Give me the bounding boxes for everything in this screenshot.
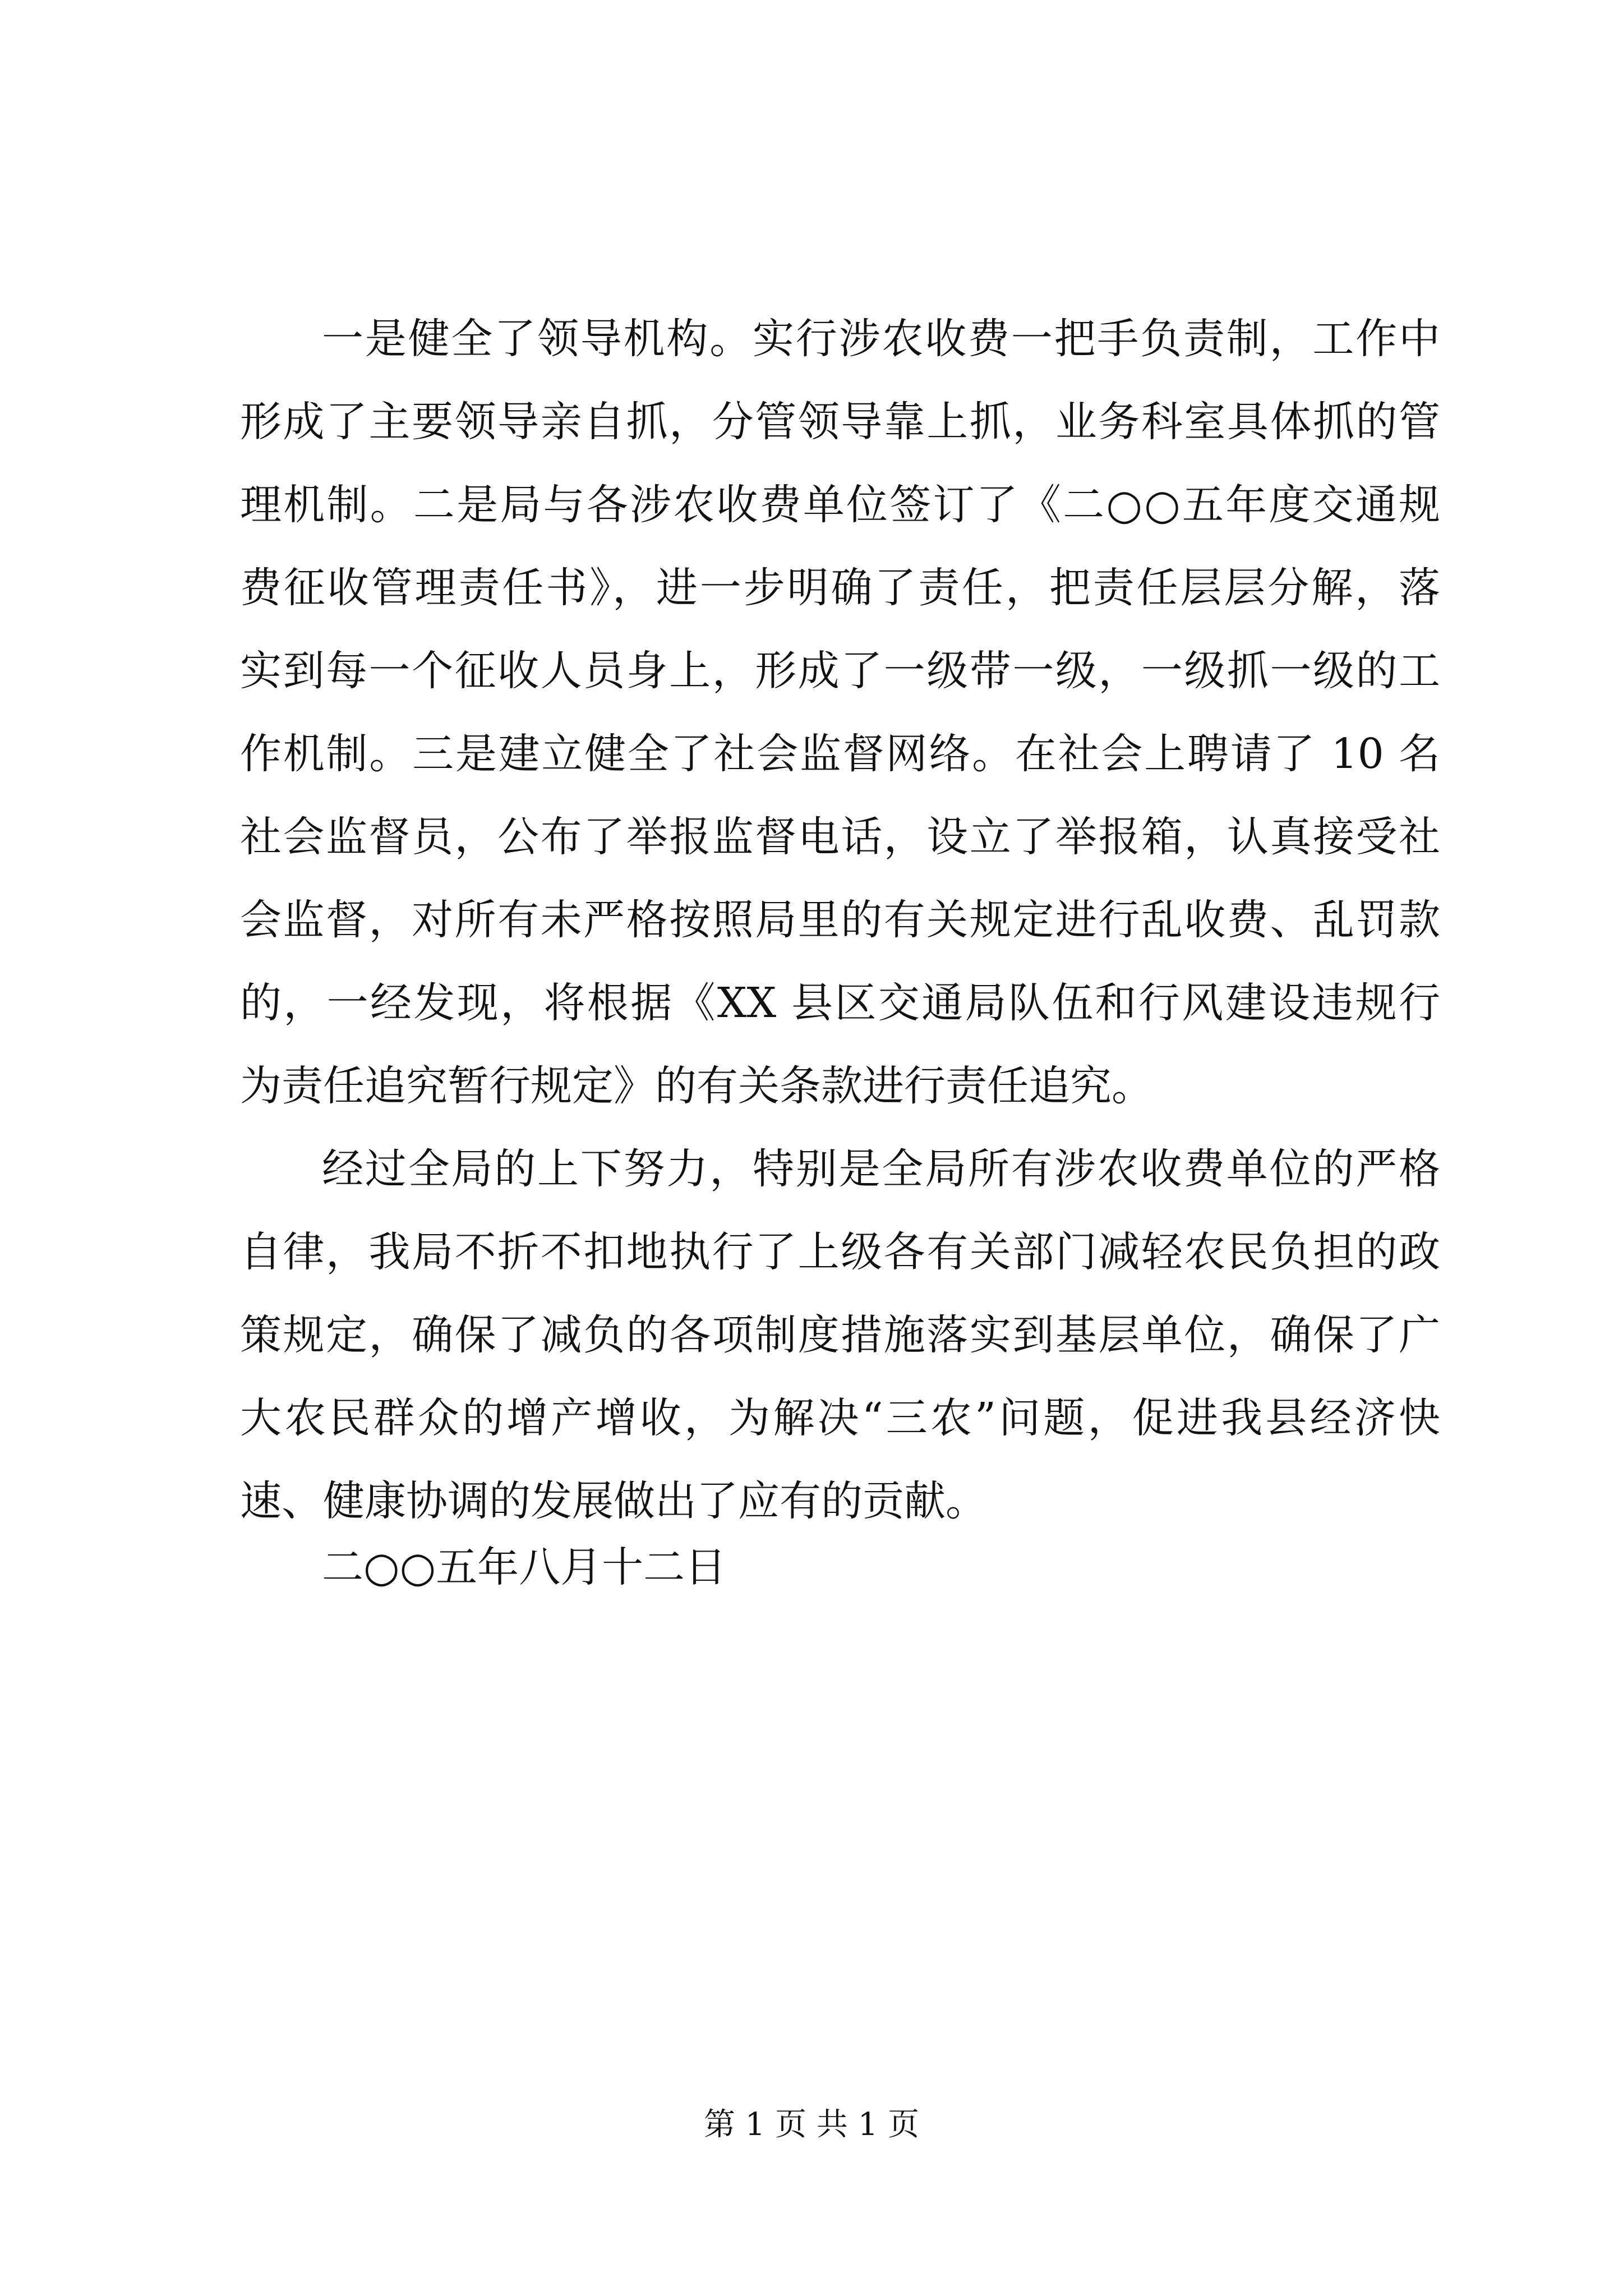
paragraph-2 (240, 1128, 1440, 1543)
paragraph-line: 社会监督员，公布了举报监督电话，设立了举报箱，认真接受社 (240, 813, 1440, 861)
page-footer: 第 1 页 共 1 页 (703, 2106, 920, 2143)
paragraph-line: 作机制。三是建立健全了社会监督网络。在社会上聘请了 10 名 (240, 730, 1440, 778)
paragraph-1 (240, 297, 1440, 1128)
paragraph-line: 形成了主要领导亲自抓，分管领导靠上抓，业务科室具体抓的管 (240, 398, 1440, 446)
paragraph-line: 实到每一个征收人员身上，形成了一级带一级，一级抓一级的工 (240, 647, 1440, 695)
paragraph-line: 自律，我局不折不扣地执行了上级各有关部门减轻农民负担的政 (240, 1228, 1440, 1276)
paragraph-line: 速、健康协调的发展做出了应有的贡献。 (240, 1477, 987, 1525)
paragraph-line: 为责任追究暂行规定》的有关条款进行责任追究。 (240, 1062, 1153, 1110)
paragraph-line: 理机制。二是局与各涉农收费单位签订了《二○○五年度交通规 (240, 481, 1440, 529)
paragraph-line: 经过全局的上下努力，特别是全局所有涉农收费单位的严格 (322, 1145, 1440, 1193)
body-text (240, 297, 1440, 1543)
document-date: 二○○五年八月十二日 (322, 1543, 727, 1591)
paragraph-line: 会监督，对所有未严格按照局里的有关规定进行乱收费、乱罚款 (240, 896, 1440, 944)
paragraph-line: 策规定，确保了减负的各项制度措施落实到基层单位，确保了广 (240, 1311, 1440, 1359)
paragraph-line: 费征收管理责任书》，进一步明确了责任，把责任层层分解，落 (240, 564, 1440, 612)
paragraph-line: 的，一经发现，将根据《XX 县区交通局队伍和行风建设违规行 (240, 979, 1440, 1027)
paragraph-line: 大农民群众的增产增收，为解决“三农”问题，促进我县经济快 (240, 1394, 1440, 1442)
paragraph-line: 一是健全了领导机构。实行涉农收费一把手负责制，工作中 (322, 315, 1440, 363)
